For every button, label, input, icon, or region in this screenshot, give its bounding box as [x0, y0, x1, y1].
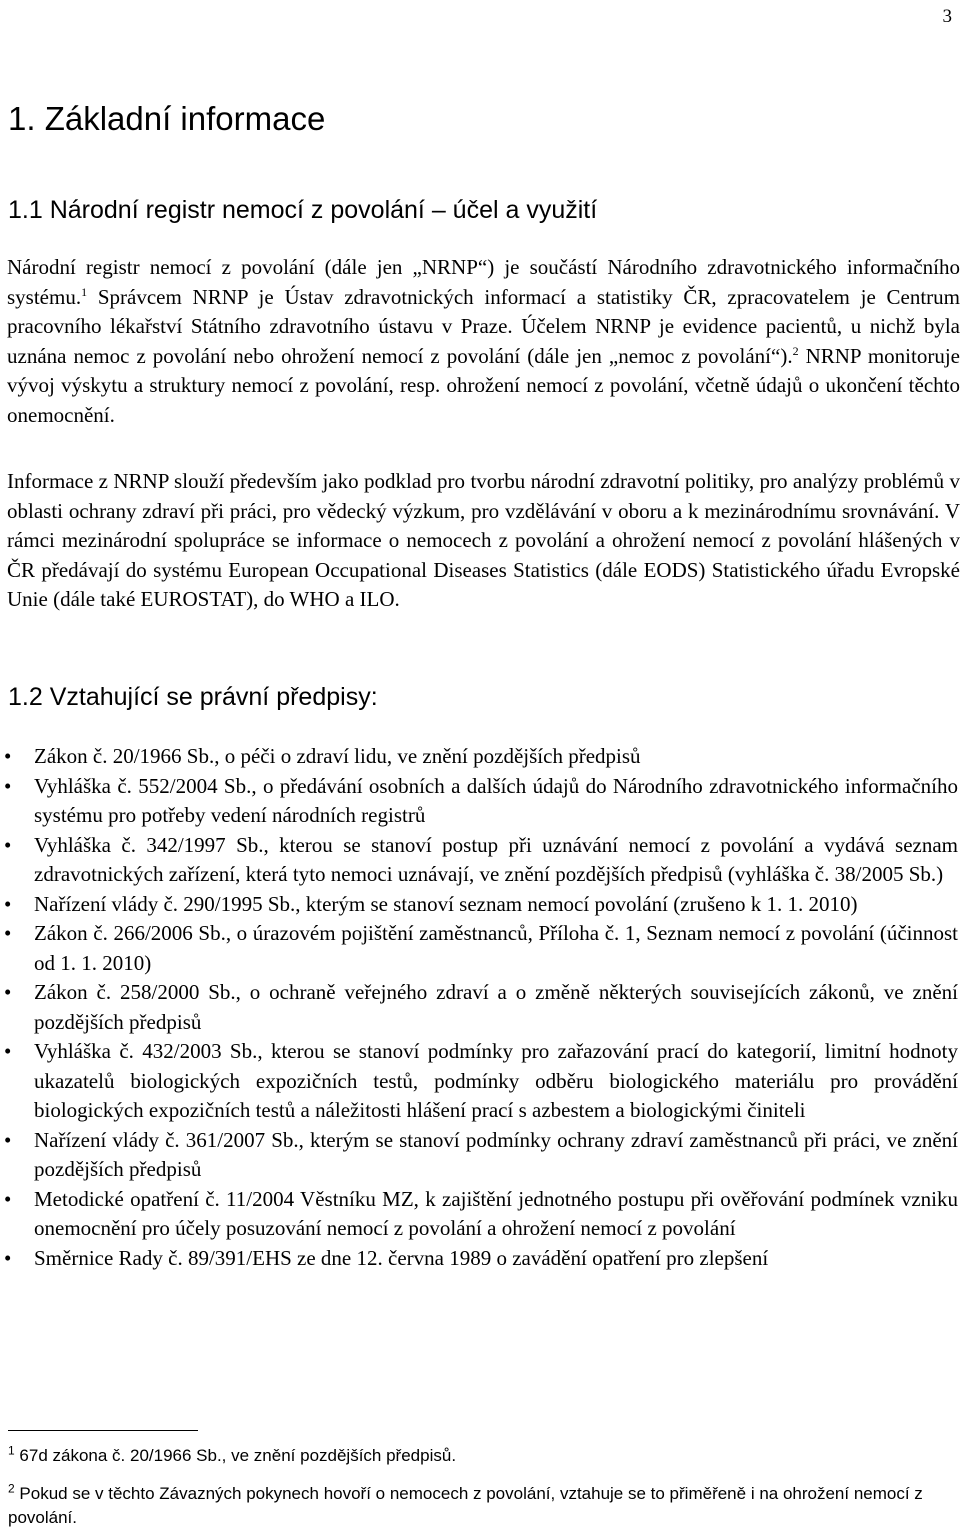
- legislation-item-text: Vyhláška č. 342/1997 Sb., kterou se stanoví postup při uznávání nemocí z povolání a vydává seznam zdravotnických zařízení, která tyto nemoci uznávají, ve znění pozdějších předpisů (vyhláška č. 38/2005 Sb.): [34, 832, 958, 886]
- legislation-item-text: Nařízení vlády č. 290/1995 Sb., kterým se stanoví seznam nemocí povolání (zrušeno k 1. 1. 2010): [34, 891, 858, 916]
- legislation-item-text: Zákon č. 258/2000 Sb., o ochraně veřejného zdraví a o změně některých souvisejících zákonů, ve znění pozdějších předpisů: [34, 980, 958, 1034]
- legislation-item: [0, 742, 960, 772]
- footnote-number-2: 2: [8, 1481, 15, 1496]
- legislation-item-text: Směrnice Rady č. 89/391/EHS ze dne 12. června 1989 o zavádění opatření pro zlepšení: [34, 1245, 769, 1270]
- legislation-item-text: Vyhláška č. 552/2004 Sb., o předávání osobních a dalších údajů do Národního zdravotnického informačního systému pro potřeby vedení národních registrů: [34, 773, 958, 827]
- footnote-text-1: 67d zákona č. 20/1966 Sb., ve znění pozdějších předpisů.: [14, 1446, 457, 1465]
- legislation-item-text: Metodické opatření č. 11/2004 Věstníku MZ, k zajištění jednotného postupu při ověřování podmínek vzniku onemocnění pro účely posuzování nemocí z povolání a ohrožení nemocí z povolání: [34, 1186, 958, 1240]
- legislation-item: [0, 1185, 960, 1244]
- footnote-1: [8, 1444, 958, 1468]
- footnote-text-2: Pokud se v těchto Závazných pokynech hovoří o nemocech z povolání, vztahuje se to přiměřeně i na ohrožení nemocí z povolání.: [8, 1484, 923, 1527]
- legislation-item-text: Zákon č. 20/1966 Sb., o péči o zdraví lidu, ve znění pozdějších předpisů: [34, 744, 641, 768]
- intro-paragraph: [7, 253, 960, 430]
- section-heading-legislation: 1.2 Vztahující se právní předpisy:: [8, 683, 378, 711]
- legislation-item: [0, 772, 960, 831]
- legislation-item: [0, 1037, 960, 1126]
- legislation-item-text: Zákon č. 266/2006 Sb., o úrazovém pojištění zaměstnanců, Příloha č. 1, Seznam nemocí z povolání (účinnost od 1. 1. 2010): [34, 921, 958, 975]
- footnote-ref-2[interactable]: 2: [792, 343, 799, 358]
- footnote-separator: [8, 1430, 198, 1431]
- bullet-icon: •: [4, 921, 12, 945]
- legislation-item: [0, 890, 960, 920]
- legislation-item: [0, 978, 960, 1037]
- bullet-icon: •: [4, 1127, 12, 1152]
- footnote-number-1: 1: [8, 1443, 15, 1458]
- bullet-icon: •: [4, 1245, 12, 1270]
- footnote-2: [8, 1482, 958, 1530]
- legislation-list: [0, 742, 960, 1273]
- legislation-item-text: Nařízení vlády č. 361/2007 Sb., kterým se stanoví podmínky ochrany zdraví zaměstnanců při práci, ve znění pozdějších předpisů: [34, 1127, 958, 1181]
- bullet-icon: •: [4, 1186, 12, 1211]
- intro-text-a: Národní registr nemocí z povolání (dále jen „NRNP“) je součástí Národního zdravotnického informačního systému.: [7, 255, 960, 309]
- legislation-item: [0, 919, 960, 978]
- bullet-icon: •: [4, 980, 12, 1004]
- chapter-heading: 1. Základní informace: [8, 100, 326, 137]
- legislation-item-text: Vyhláška č. 432/2003 Sb., kterou se stanoví podmínky pro zařazování prací do kategorií, limitní hodnoty ukazatelů biologických expozičních testů, podmínky odběru biologického materiálu pro provádění biologických expozičních testů a náležitosti hlášení prací s azbestem a biologickými činiteli: [34, 1039, 958, 1122]
- bullet-icon: •: [4, 744, 12, 768]
- page-number: 3: [942, 6, 952, 27]
- bullet-icon: •: [4, 773, 12, 798]
- footnote-ref-1[interactable]: 1: [81, 284, 88, 299]
- legislation-item: [0, 1244, 960, 1274]
- legislation-item: [0, 831, 960, 890]
- section-heading-purpose: 1.1 Národní registr nemocí z povolání – účel a využití: [8, 196, 598, 224]
- bullet-icon: •: [4, 1039, 12, 1063]
- usage-paragraph: Informace z NRNP slouží především jako podklad pro tvorbu národní zdravotní politiky, pro analýzy problémů v oblasti ochrany zdraví při práci, pro vědecký výzkum, pro vzdělávání v oboru a k mezinárodnímu srovnávání. V rámci mezinárodní spolupráce se informace o nemocech z povolání a ohrožení nemocí z povolání hlášených v ČR předávají do systému European Occupational Diseases Statistics (dále EODS) Statistického úřadu Evropské Unie (dále také EUROSTAT), do WHO a ILO.: [7, 469, 960, 611]
- bullet-icon: •: [4, 832, 12, 857]
- intro-text-c: NRNP monitoruje vývoj výskytu a struktury nemocí z povolání, resp. ohrožení nemocí z povolání, včetně údajů o ukončení těchto onemocnění.: [7, 343, 960, 427]
- intro-text-b: Správcem NRNP je Ústav zdravotnických informací a statistiky ČR, zpracovatelem je Centrum pracovního lékařství Státního zdravotního ústavu v Praze. Účelem NRNP je evidence pacientů, u nichž byla uznána nemoc z povolání nebo ohrožení nemocí z povolání (dále jen „nemoc z povolání“).: [7, 284, 960, 368]
- legislation-item: [0, 1126, 960, 1185]
- bullet-icon: •: [4, 891, 12, 916]
